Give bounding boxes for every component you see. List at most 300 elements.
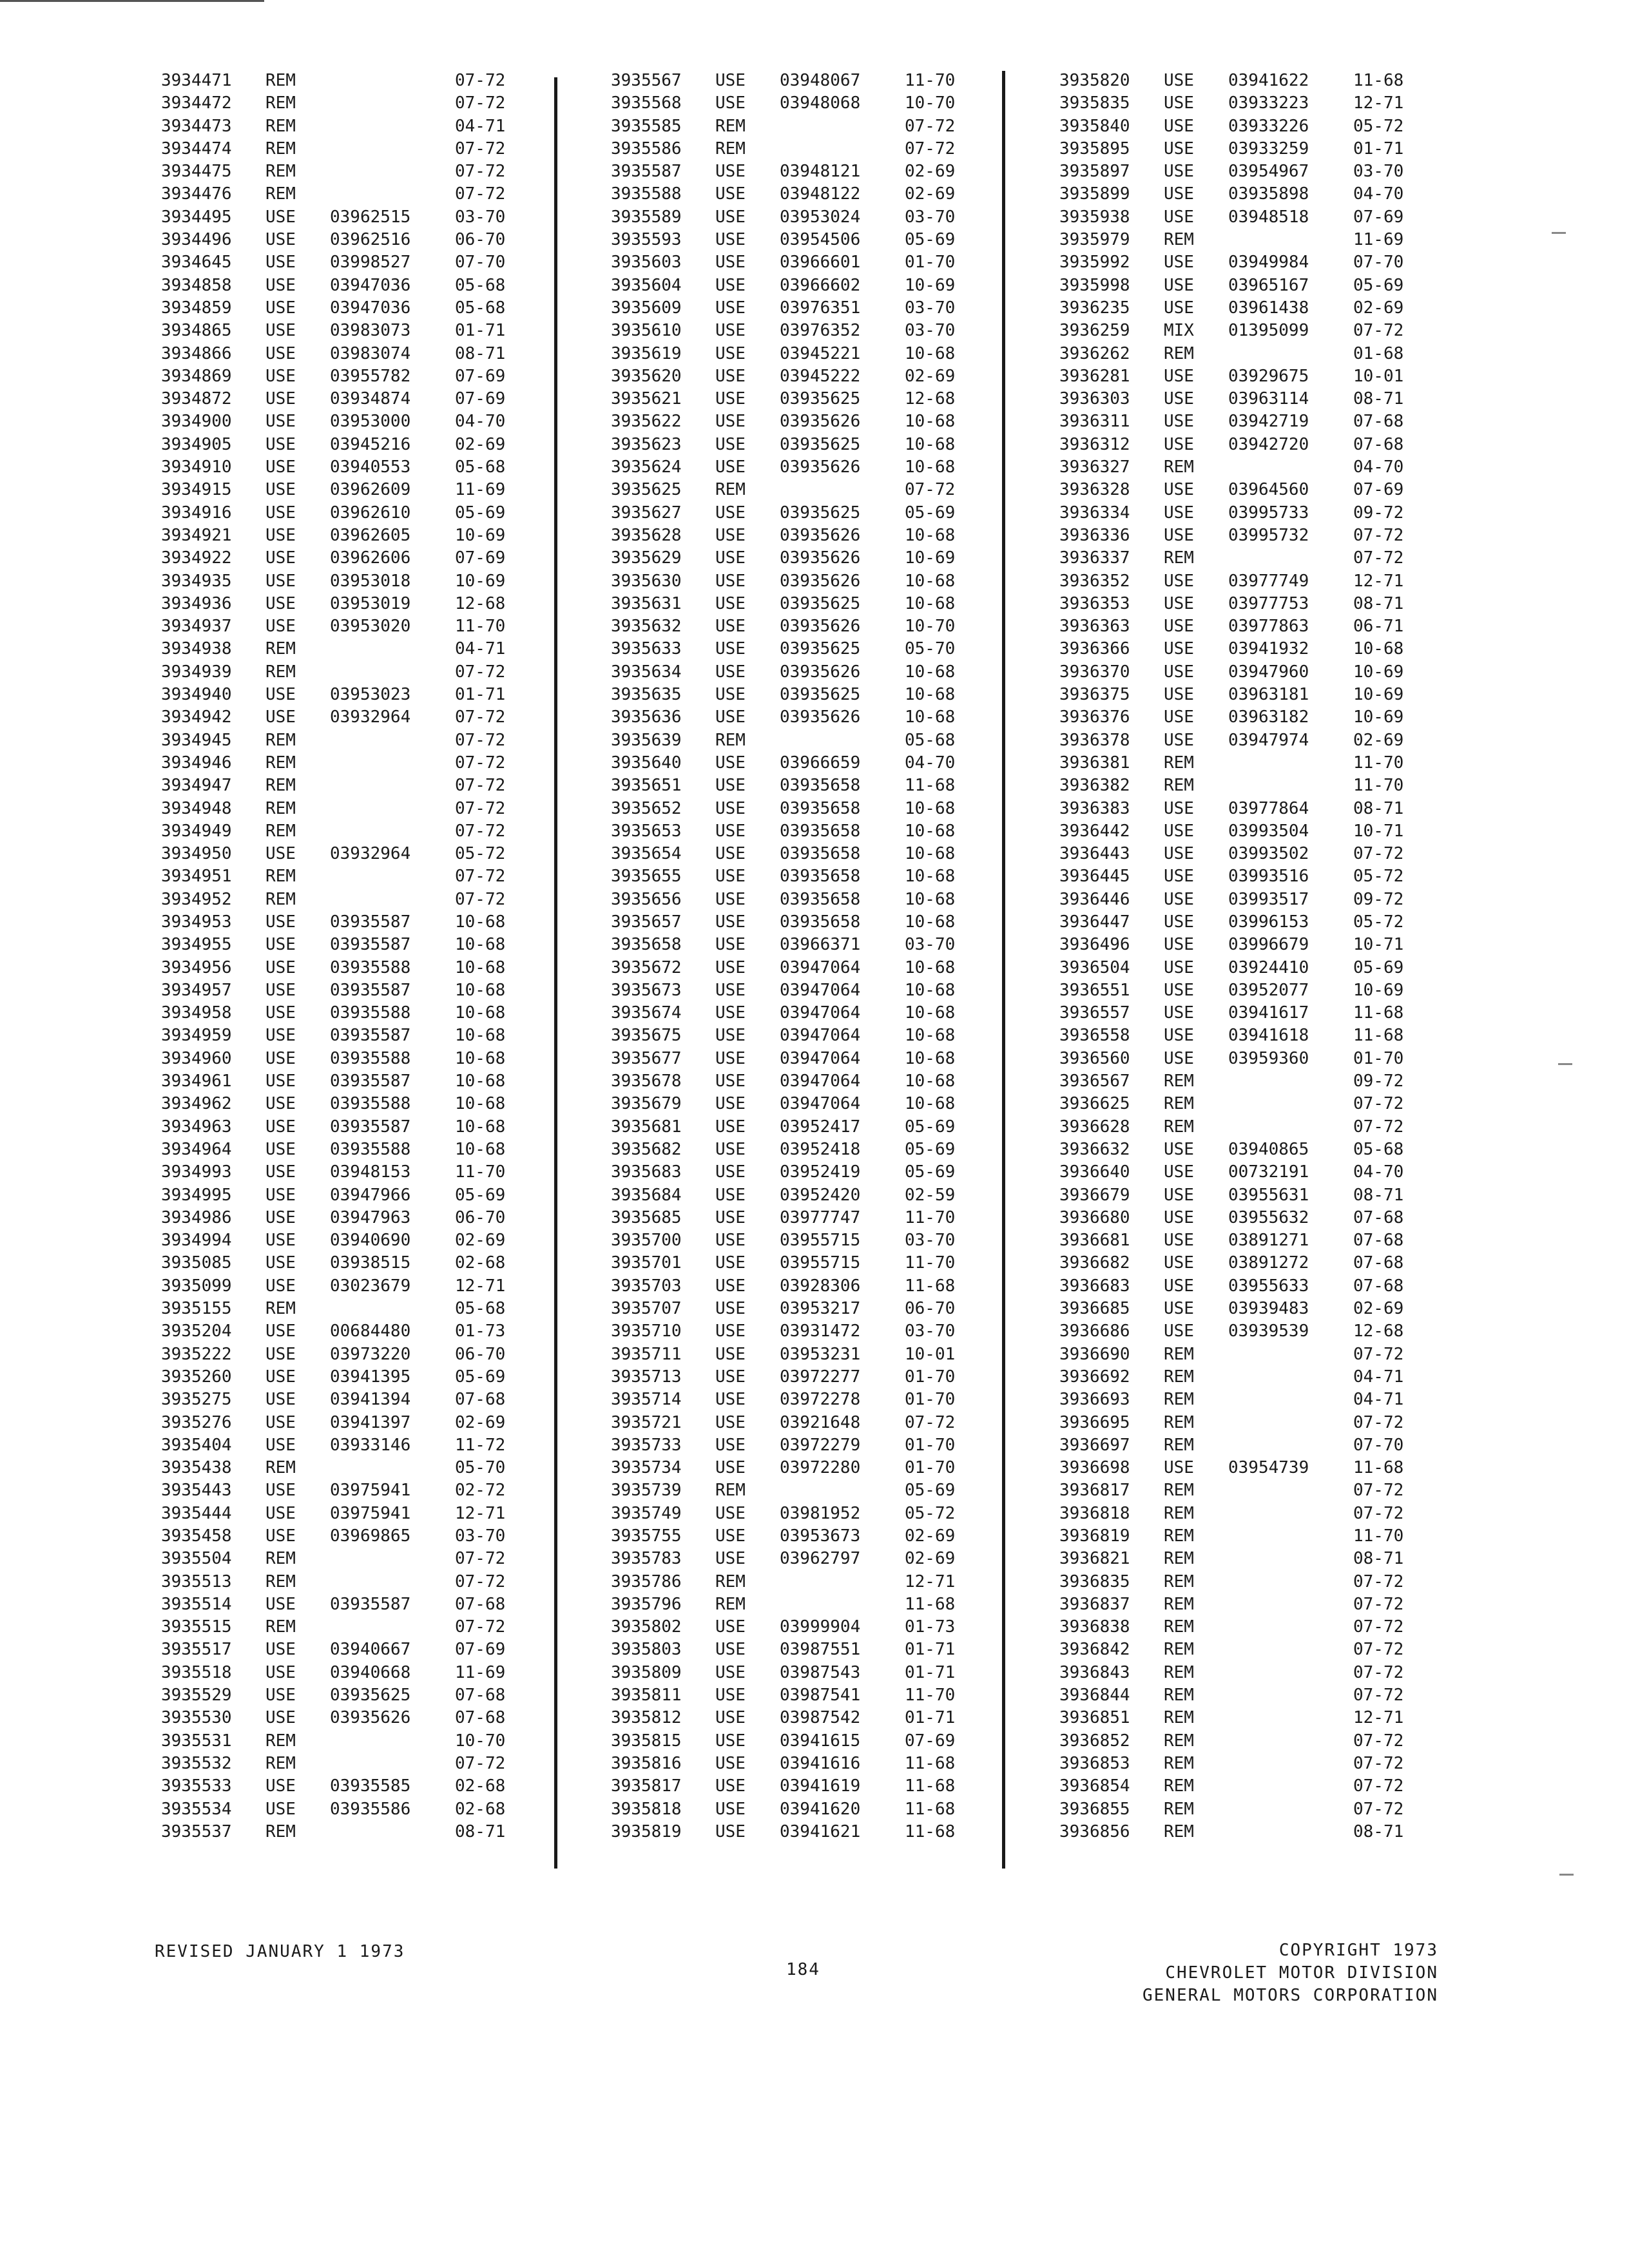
list-item	[611, 706, 978, 729]
disposition-code: USE	[1164, 366, 1194, 386]
part-number: 3934938	[161, 639, 232, 659]
replacement-number: 03940668	[330, 1662, 411, 1682]
list-item	[161, 115, 528, 138]
replacement-number: 03966659	[780, 753, 861, 773]
list-item	[1059, 1343, 1440, 1366]
part-number: 3936281	[1059, 366, 1130, 386]
part-number: 3936311	[1059, 412, 1130, 432]
part-number: 3935534	[161, 1799, 232, 1819]
replacement-number: 03972278	[780, 1390, 861, 1410]
replacement-number: 03941395	[330, 1367, 411, 1387]
disposition-code: USE	[715, 593, 746, 613]
part-number: 3935684	[611, 1185, 682, 1205]
disposition-code: USE	[1164, 434, 1194, 454]
list-item	[611, 615, 978, 638]
replacement-number: 01395099	[1228, 321, 1309, 341]
disposition-code: REM	[1164, 1072, 1194, 1091]
list-item	[161, 593, 528, 615]
list-item	[1059, 229, 1440, 251]
list-item	[1059, 1707, 1440, 1729]
disposition-code: REM	[1164, 230, 1194, 250]
disposition-code: REM	[1164, 1435, 1194, 1455]
list-item	[1059, 1161, 1440, 1184]
effective-date: 07-72	[1353, 525, 1404, 545]
effective-date: 07-72	[455, 1617, 506, 1637]
disposition-code: USE	[715, 1185, 746, 1205]
effective-date: 04-70	[1353, 1162, 1404, 1182]
part-number: 3935703	[611, 1276, 682, 1296]
list-item	[161, 570, 528, 593]
replacement-number: 03987543	[780, 1662, 861, 1682]
list-item	[161, 1343, 528, 1366]
replacement-number: 03972280	[780, 1458, 861, 1478]
part-number: 3935276	[161, 1412, 232, 1432]
part-number: 3935755	[611, 1526, 682, 1546]
effective-date: 11-68	[1353, 1003, 1404, 1023]
effective-date: 10-69	[905, 275, 956, 295]
disposition-code: REM	[265, 1549, 296, 1569]
list-item	[161, 524, 528, 547]
disposition-code: USE	[715, 434, 746, 454]
disposition-code: USE	[715, 1048, 746, 1068]
part-number: 3935640	[611, 753, 682, 773]
part-number: 3936312	[1059, 434, 1130, 454]
part-number: 3935835	[1059, 93, 1130, 113]
part-number: 3935796	[611, 1594, 682, 1614]
disposition-code: USE	[265, 253, 296, 273]
effective-date: 06-70	[455, 1344, 506, 1364]
part-number: 3936446	[1059, 889, 1130, 909]
replacement-number: 03945222	[780, 366, 861, 386]
replacement-number: 03987541	[780, 1686, 861, 1706]
effective-date: 11-68	[905, 1799, 956, 1819]
effective-date: 07-72	[1353, 1640, 1404, 1660]
replacement-number: 03941622	[1228, 71, 1309, 90]
list-item	[161, 297, 528, 320]
replacement-number: 03935626	[780, 571, 861, 591]
disposition-code: USE	[265, 707, 296, 727]
effective-date: 07-72	[455, 707, 506, 727]
replacement-number: 03935658	[780, 821, 861, 841]
part-number: 3935628	[611, 525, 682, 545]
part-number: 3935438	[161, 1458, 232, 1478]
part-number: 3935621	[611, 389, 682, 409]
replacement-number: 03935658	[780, 889, 861, 909]
part-number: 3935586	[611, 139, 682, 159]
effective-date: 07-72	[1353, 1503, 1404, 1523]
disposition-code: USE	[1164, 685, 1194, 705]
list-item	[1059, 934, 1440, 956]
list-item	[161, 1548, 528, 1570]
disposition-code: REM	[1164, 1344, 1194, 1364]
part-number: 3935533	[161, 1776, 232, 1796]
disposition-code: USE	[265, 275, 296, 295]
disposition-code: USE	[715, 707, 746, 727]
effective-date: 07-72	[455, 71, 506, 90]
effective-date: 05-68	[455, 457, 506, 477]
list-item	[161, 1571, 528, 1593]
part-number: 3935568	[611, 93, 682, 113]
part-number: 3935619	[611, 343, 682, 363]
effective-date: 10-68	[905, 1003, 956, 1023]
disposition-code: USE	[1164, 867, 1194, 887]
list-item	[1059, 365, 1440, 388]
effective-date: 10-70	[905, 617, 956, 637]
list-item	[161, 1412, 528, 1434]
list-item	[1059, 570, 1440, 593]
part-number: 3934476	[161, 184, 232, 204]
disposition-code: REM	[1164, 1708, 1194, 1728]
disposition-code: USE	[715, 343, 746, 363]
replacement-number: 03935588	[330, 1094, 411, 1114]
disposition-code: USE	[265, 1162, 296, 1182]
disposition-code: USE	[265, 1231, 296, 1251]
disposition-code: REM	[265, 639, 296, 659]
list-item	[161, 1184, 528, 1207]
list-item	[161, 274, 528, 297]
part-number: 3936854	[1059, 1776, 1130, 1796]
part-number: 3934950	[161, 844, 232, 864]
list-item	[611, 1389, 978, 1411]
list-item	[611, 1048, 978, 1070]
list-item	[1059, 115, 1440, 138]
disposition-code: USE	[265, 1321, 296, 1341]
replacement-number: 03993517	[1228, 889, 1309, 909]
disposition-code: USE	[715, 1617, 746, 1637]
part-number: 3936835	[1059, 1571, 1130, 1591]
effective-date: 05-69	[455, 1185, 506, 1205]
effective-date: 10-71	[1353, 935, 1404, 955]
part-number: 3935622	[611, 412, 682, 432]
disposition-code: USE	[265, 1117, 296, 1137]
effective-date: 07-69	[905, 1731, 956, 1751]
replacement-number: 03935625	[780, 503, 861, 523]
list-item	[1059, 1616, 1440, 1639]
replacement-number: 03976351	[780, 298, 861, 318]
list-item	[1059, 1593, 1440, 1616]
effective-date: 02-69	[905, 184, 956, 204]
disposition-code: USE	[1164, 412, 1194, 432]
disposition-code: USE	[265, 1594, 296, 1614]
effective-date: 10-68	[905, 525, 956, 545]
part-number: 3935651	[611, 776, 682, 796]
effective-date: 10-69	[1353, 980, 1404, 1000]
list-item	[1059, 1275, 1440, 1298]
replacement-number: 03931472	[780, 1321, 861, 1341]
effective-date: 02-59	[905, 1185, 956, 1205]
list-item	[1059, 1184, 1440, 1207]
list-item	[611, 1298, 978, 1320]
disposition-code: USE	[715, 230, 746, 250]
part-number: 3935840	[1059, 116, 1130, 136]
disposition-code: REM	[265, 116, 296, 136]
effective-date: 08-71	[1353, 1185, 1404, 1205]
replacement-number: 03940553	[330, 457, 411, 477]
part-number: 3935701	[611, 1253, 682, 1273]
effective-date: 10-68	[1353, 639, 1404, 659]
replacement-number: 03993504	[1228, 821, 1309, 841]
replacement-number: 03935587	[330, 1026, 411, 1046]
part-number: 3935700	[611, 1231, 682, 1251]
effective-date: 07-72	[1353, 321, 1404, 341]
effective-date: 05-72	[1353, 116, 1404, 136]
list-item	[161, 1229, 528, 1252]
list-item	[611, 183, 978, 206]
list-item	[611, 798, 978, 820]
part-number: 3934475	[161, 162, 232, 182]
part-number: 3934995	[161, 1185, 232, 1205]
part-number: 3936557	[1059, 1003, 1130, 1023]
part-number: 3935657	[611, 912, 682, 932]
disposition-code: REM	[1164, 1753, 1194, 1773]
replacement-number: 03947036	[330, 298, 411, 318]
replacement-number: 03935586	[330, 1799, 411, 1819]
effective-date: 04-71	[455, 116, 506, 136]
disposition-code: USE	[715, 366, 746, 386]
effective-date: 05-72	[455, 844, 506, 864]
disposition-code: USE	[715, 1117, 746, 1137]
replacement-number: 03940690	[330, 1231, 411, 1251]
part-number: 3935517	[161, 1640, 232, 1660]
disposition-code: USE	[1164, 980, 1194, 1000]
effective-date: 07-69	[455, 389, 506, 409]
replacement-number: 03996679	[1228, 935, 1309, 955]
page-number: 184	[786, 1960, 820, 1979]
effective-date: 10-68	[455, 1072, 506, 1091]
replacement-number: 03921648	[780, 1412, 861, 1432]
effective-date: 02-69	[905, 1549, 956, 1569]
replacement-number: 03935625	[780, 434, 861, 454]
margin-mark	[1559, 1874, 1574, 1876]
part-number: 3935530	[161, 1708, 232, 1728]
disposition-code: USE	[265, 1481, 296, 1501]
disposition-code: REM	[715, 1594, 746, 1614]
replacement-number: 03935658	[780, 867, 861, 887]
part-number: 3936625	[1059, 1094, 1130, 1114]
disposition-code: USE	[715, 162, 746, 182]
part-number: 3935624	[611, 457, 682, 477]
effective-date: 07-68	[1353, 434, 1404, 454]
disposition-code: USE	[1164, 844, 1194, 864]
list-item	[161, 456, 528, 479]
list-item	[1059, 1775, 1440, 1798]
part-number: 3936558	[1059, 1026, 1130, 1046]
effective-date: 04-71	[1353, 1390, 1404, 1410]
disposition-code: USE	[715, 1094, 746, 1114]
replacement-number: 03983073	[330, 321, 411, 341]
part-number: 3935721	[611, 1412, 682, 1432]
list-item	[1059, 820, 1440, 843]
list-item	[1059, 1684, 1440, 1707]
disposition-code: MIX	[1164, 321, 1194, 341]
part-number: 3935733	[611, 1435, 682, 1455]
effective-date: 10-68	[905, 1026, 956, 1046]
margin-mark	[1552, 232, 1566, 234]
replacement-number: 03935587	[330, 1072, 411, 1091]
replacement-number: 03935625	[780, 639, 861, 659]
disposition-code: USE	[265, 1435, 296, 1455]
effective-date: 01-70	[905, 253, 956, 273]
effective-date: 01-71	[1353, 139, 1404, 159]
list-item	[1059, 1389, 1440, 1411]
effective-date: 01-70	[905, 1458, 956, 1478]
replacement-number: 03955631	[1228, 1185, 1309, 1205]
disposition-code: USE	[265, 434, 296, 454]
replacement-number: 03998527	[330, 253, 411, 273]
list-item	[611, 1457, 978, 1479]
disposition-code: USE	[715, 867, 746, 887]
list-item	[161, 729, 528, 752]
part-number: 3936817	[1059, 1481, 1130, 1501]
disposition-code: USE	[265, 548, 296, 568]
effective-date: 03-70	[455, 207, 506, 227]
effective-date: 10-70	[905, 93, 956, 113]
part-number: 3935636	[611, 707, 682, 727]
disposition-code: USE	[265, 1526, 296, 1546]
part-number: 3935677	[611, 1048, 682, 1068]
list-item	[161, 229, 528, 251]
disposition-code: USE	[265, 230, 296, 250]
part-number: 3935625	[611, 480, 682, 500]
list-item	[161, 615, 528, 638]
replacement-number: 03942719	[1228, 412, 1309, 432]
part-number: 3936690	[1059, 1344, 1130, 1364]
list-item	[1059, 593, 1440, 615]
replacement-number: 03935588	[330, 957, 411, 977]
replacement-number: 03934874	[330, 389, 411, 409]
list-item	[1059, 1229, 1440, 1252]
effective-date: 05-69	[905, 1162, 956, 1182]
effective-date: 06-71	[1353, 617, 1404, 637]
list-item	[161, 911, 528, 934]
effective-date: 07-72	[1353, 1617, 1404, 1637]
effective-date: 11-68	[905, 1776, 956, 1796]
disposition-code: USE	[715, 1344, 746, 1364]
replacement-number: 03935625	[780, 685, 861, 705]
list-item	[1059, 456, 1440, 479]
list-item	[611, 115, 978, 138]
list-item	[1059, 343, 1440, 365]
effective-date: 10-70	[455, 1731, 506, 1751]
disposition-code: USE	[265, 1799, 296, 1819]
disposition-code: USE	[715, 93, 746, 113]
replacement-number: 03953019	[330, 593, 411, 613]
disposition-code: USE	[1164, 71, 1194, 90]
effective-date: 10-71	[1353, 821, 1404, 841]
effective-date: 07-72	[455, 730, 506, 750]
replacement-number: 03941394	[330, 1390, 411, 1410]
replacement-number: 03977864	[1228, 798, 1309, 818]
disposition-code: USE	[715, 1776, 746, 1796]
part-number: 3934474	[161, 139, 232, 159]
disposition-code: USE	[265, 1662, 296, 1682]
effective-date: 11-70	[1353, 1526, 1404, 1546]
disposition-code: REM	[1164, 1662, 1194, 1682]
list-item	[1059, 1662, 1440, 1684]
disposition-code: REM	[1164, 1686, 1194, 1706]
part-number: 3936683	[1059, 1276, 1130, 1296]
effective-date: 05-69	[1353, 275, 1404, 295]
effective-date: 07-72	[455, 753, 506, 773]
list-item	[611, 1184, 978, 1207]
disposition-code: USE	[715, 412, 746, 432]
replacement-number: 03945221	[780, 343, 861, 363]
disposition-code: USE	[1164, 389, 1194, 409]
disposition-code: REM	[265, 1821, 296, 1841]
part-number: 3936352	[1059, 571, 1130, 591]
part-number: 3935710	[611, 1321, 682, 1341]
list-item	[161, 206, 528, 229]
list-item	[161, 1024, 528, 1047]
disposition-code: USE	[1164, 1185, 1194, 1205]
list-item	[1059, 1048, 1440, 1070]
part-number: 3936551	[1059, 980, 1130, 1000]
list-item	[1059, 251, 1440, 274]
copyright-line: GENERAL MOTORS CORPORATION	[1142, 1986, 1438, 2005]
part-number: 3934961	[161, 1072, 232, 1091]
replacement-number: 03935625	[780, 593, 861, 613]
list-item	[161, 1616, 528, 1639]
effective-date: 05-69	[1353, 957, 1404, 977]
part-number: 3935653	[611, 821, 682, 841]
disposition-code: REM	[1164, 1799, 1194, 1819]
list-item	[611, 979, 978, 1002]
effective-date: 10-68	[455, 912, 506, 932]
list-item	[611, 206, 978, 229]
part-number: 3935998	[1059, 275, 1130, 295]
list-item	[161, 1775, 528, 1798]
effective-date: 10-68	[455, 935, 506, 955]
replacement-number: 00684480	[330, 1321, 411, 1341]
effective-date: 12-71	[455, 1503, 506, 1523]
part-number: 3936381	[1059, 753, 1130, 773]
disposition-code: USE	[265, 1344, 296, 1364]
replacement-number: 03935588	[330, 1139, 411, 1159]
disposition-code: USE	[265, 1048, 296, 1068]
list-item	[161, 1525, 528, 1548]
list-item	[161, 388, 528, 410]
disposition-code: USE	[1164, 889, 1194, 909]
list-item	[1059, 706, 1440, 729]
list-item	[1059, 1571, 1440, 1593]
part-number: 3936843	[1059, 1662, 1130, 1682]
replacement-number: 03941397	[330, 1412, 411, 1432]
disposition-code: USE	[715, 1526, 746, 1546]
list-item	[161, 1070, 528, 1093]
replacement-number: 03955632	[1228, 1207, 1309, 1227]
replacement-number: 03948153	[330, 1162, 411, 1182]
list-item	[611, 865, 978, 888]
effective-date: 04-70	[1353, 184, 1404, 204]
effective-date: 02-69	[1353, 1299, 1404, 1319]
disposition-code: REM	[1164, 1503, 1194, 1523]
part-number: 3935817	[611, 1776, 682, 1796]
effective-date: 02-68	[455, 1799, 506, 1819]
effective-date: 08-71	[455, 1821, 506, 1841]
effective-date: 01-71	[905, 1662, 956, 1682]
disposition-code: USE	[715, 1708, 746, 1728]
list-item	[611, 1412, 978, 1434]
disposition-code: USE	[715, 1503, 746, 1523]
part-number: 3936443	[1059, 844, 1130, 864]
disposition-code: USE	[265, 1708, 296, 1728]
part-number: 3935604	[611, 275, 682, 295]
disposition-code: USE	[265, 298, 296, 318]
disposition-code: USE	[1164, 639, 1194, 659]
part-number: 3935537	[161, 1821, 232, 1841]
list-item	[1059, 547, 1440, 570]
replacement-number: 03947064	[780, 1026, 861, 1046]
